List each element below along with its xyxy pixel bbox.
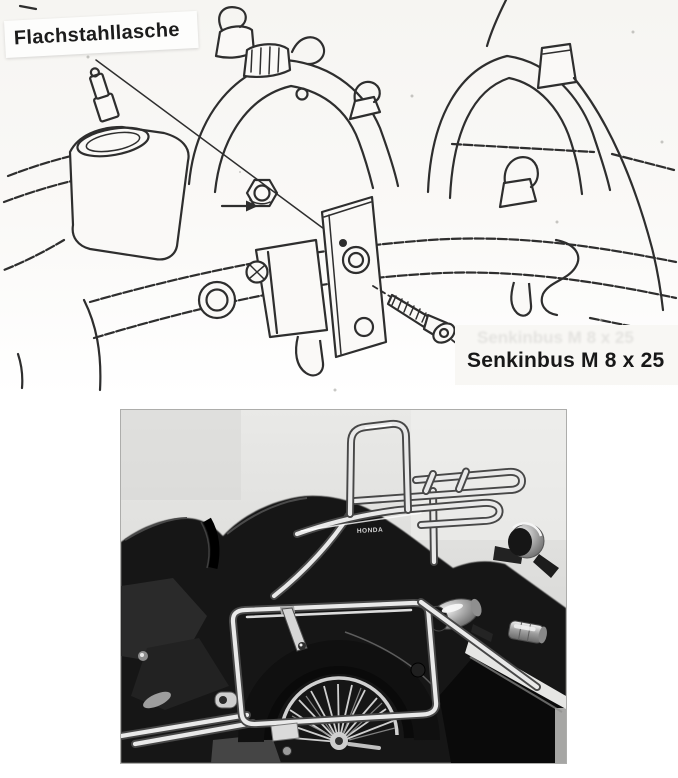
tie-hook [292, 37, 324, 64]
background-sliver [555, 708, 566, 763]
label-senkinbus-ghost: Senkinbus M 8 x 25 [477, 328, 634, 347]
frame-grommet [199, 282, 235, 318]
brand-mark: HONDA [356, 526, 384, 535]
mount-block [256, 240, 327, 337]
leader-dot [339, 239, 347, 247]
mount-assembly [199, 240, 327, 375]
d-ring [500, 157, 538, 207]
shade-patch [121, 410, 241, 500]
engine-cylinder [70, 66, 189, 260]
label-flachstahllasche-text: Flachstahllasche [13, 18, 181, 50]
signal-lens [508, 528, 532, 556]
flat-steel-tab [322, 197, 386, 357]
hanging-rod [511, 282, 531, 316]
d-ring [350, 82, 380, 119]
mount-block [271, 723, 299, 741]
label-senkinbus [455, 325, 678, 385]
photo-canvas [121, 410, 566, 763]
rear-fender-arch [350, 44, 676, 336]
hanging-link [296, 336, 323, 375]
label-senkinbus-text: Senkinbus M 8 x 25 [467, 349, 665, 372]
axle-knob [411, 663, 425, 677]
hex-bolt-indicator [222, 180, 277, 212]
motorcycle-photo [120, 409, 567, 764]
